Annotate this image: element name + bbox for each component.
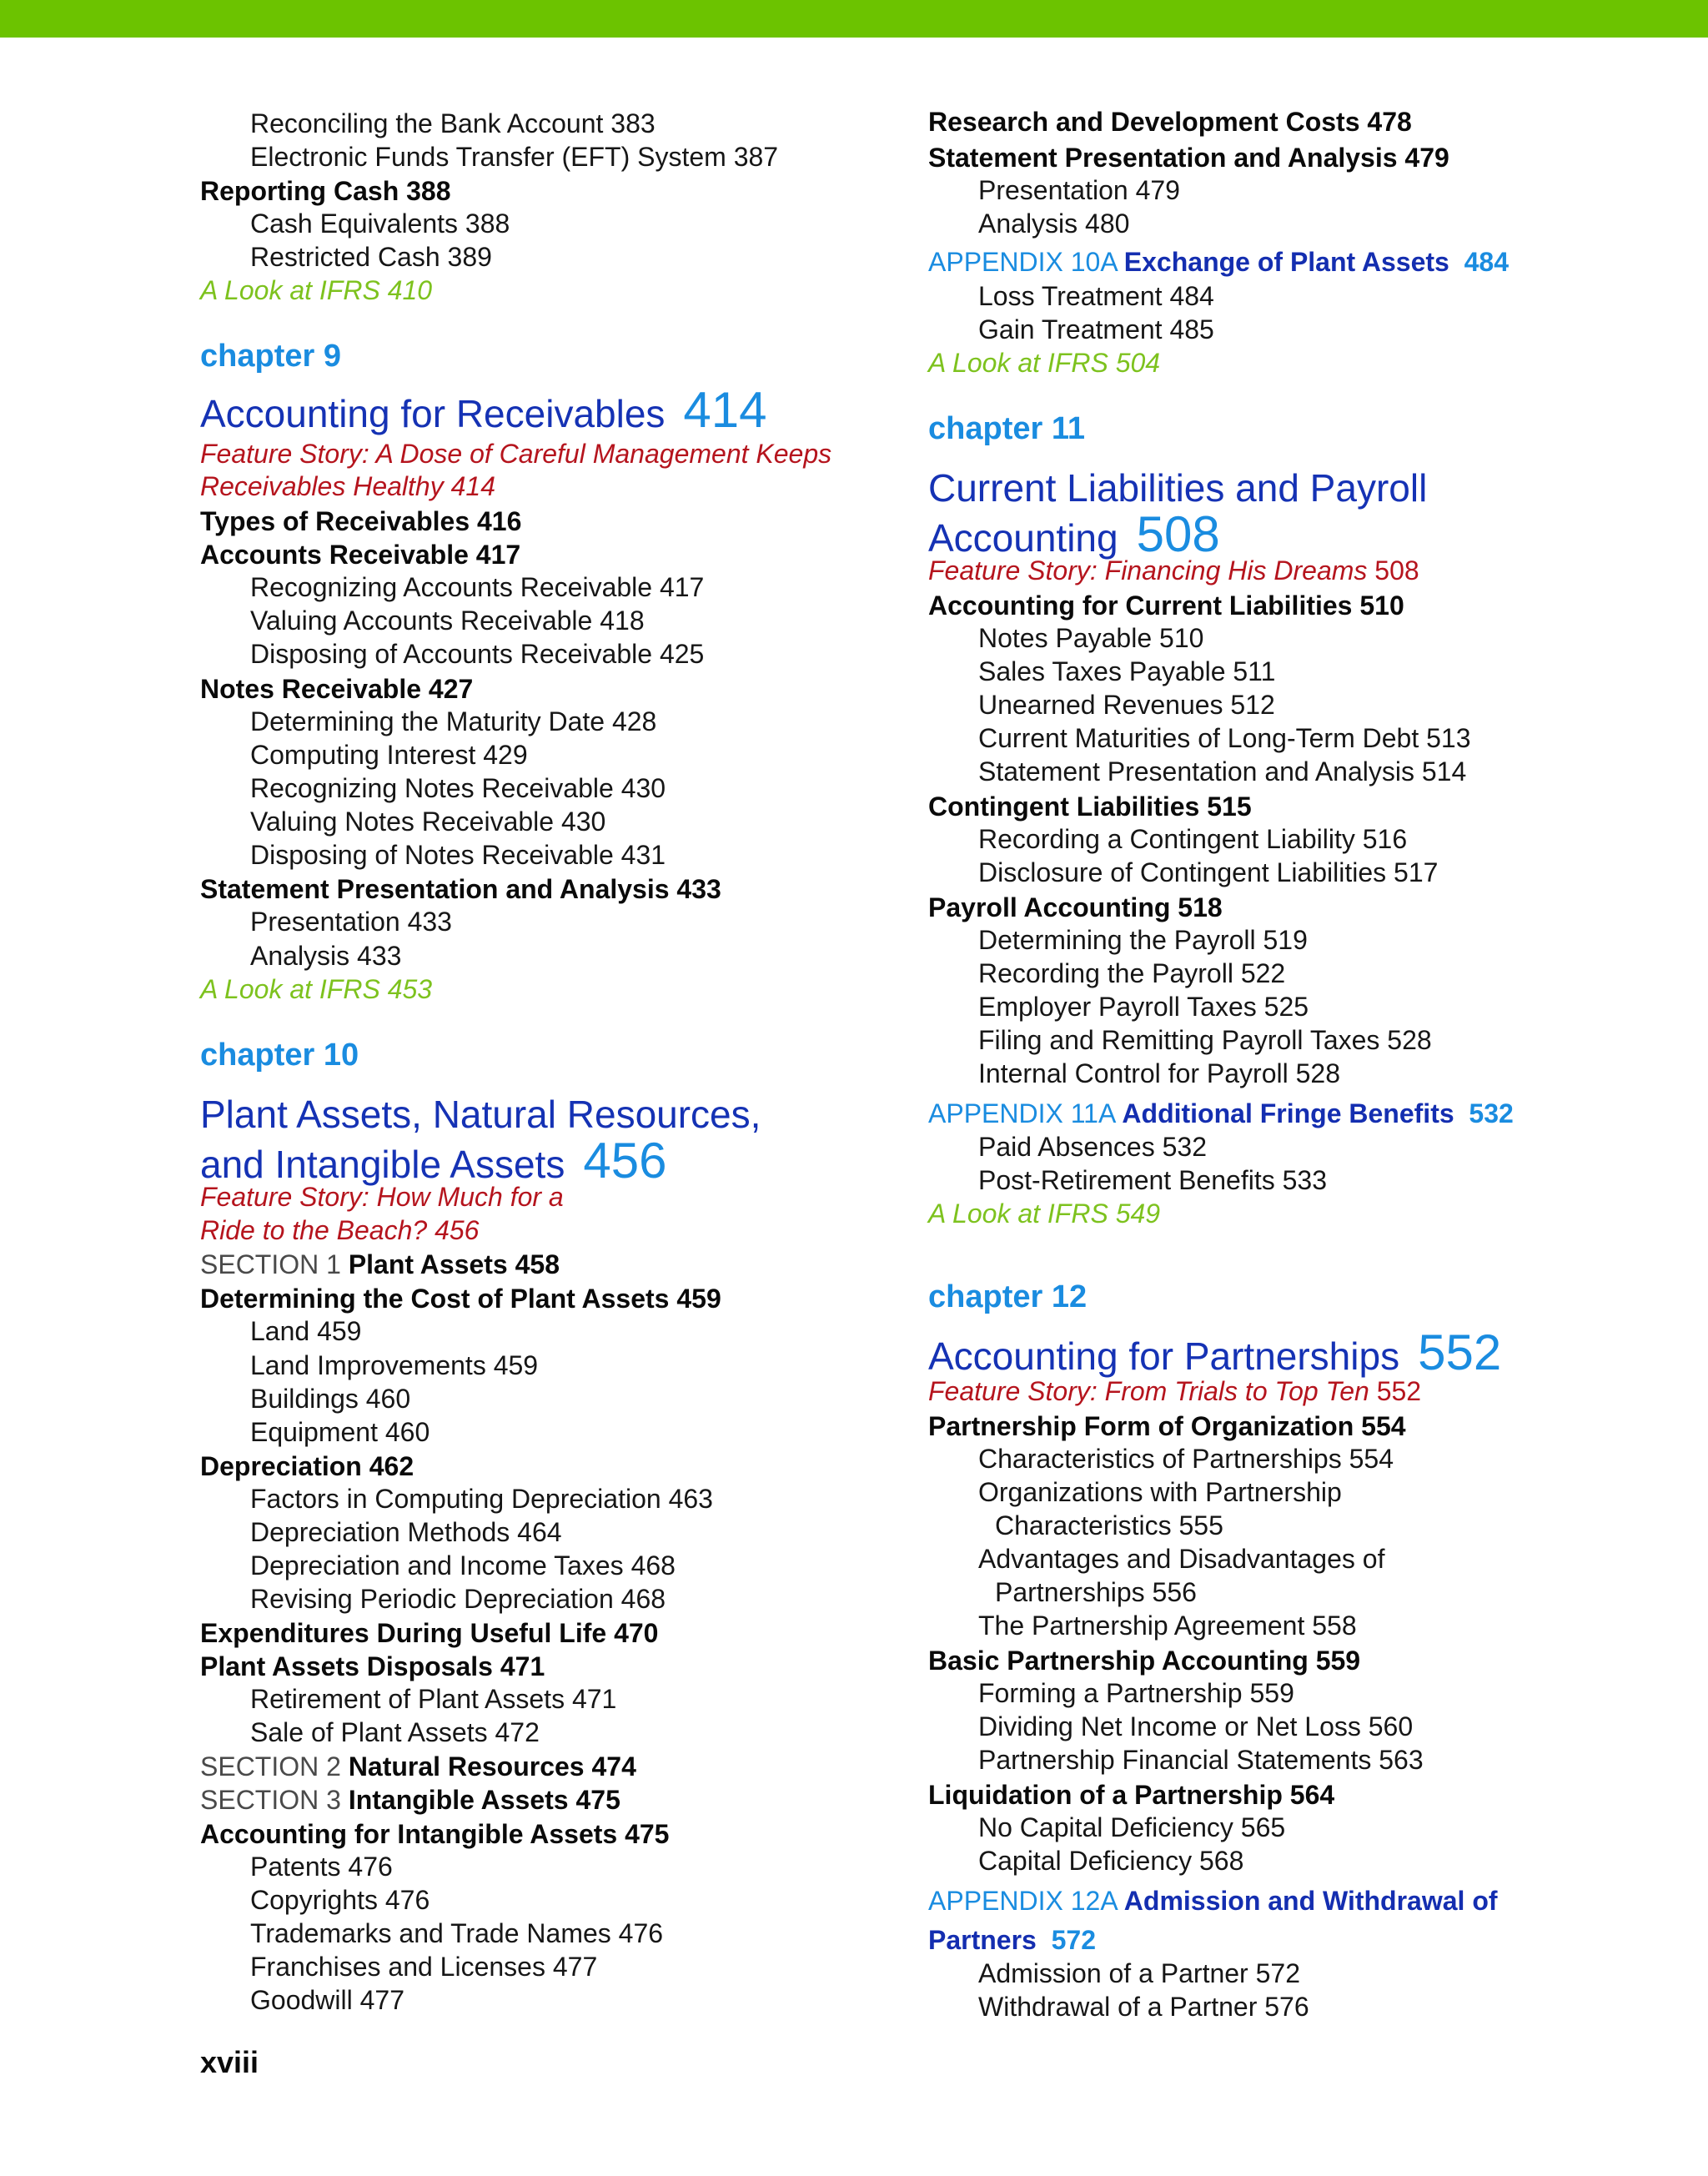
appendix-heading [928, 1927, 1096, 1953]
appendix-heading [928, 249, 1509, 275]
ifrs-link: A Look at IFRS 453 [200, 974, 433, 1004]
toc-subentry: Depreciation and Income Taxes 468 [250, 1550, 676, 1580]
chapter-title [928, 1324, 1502, 1380]
chapter-label: chapter 12 [928, 1279, 1088, 1314]
toc-heading: Notes Receivable 427 [200, 674, 474, 704]
toc-subentry: Withdrawal of a Partner 576 [978, 1992, 1309, 2022]
toc-subentry: Loss Treatment 484 [978, 281, 1214, 311]
appendix-title: Partners [928, 1925, 1037, 1955]
toc-subentry: Characteristics 555 [995, 1510, 1223, 1540]
toc-subentry: Presentation 479 [978, 175, 1180, 205]
feature-story-text: Receivables Healthy 414 [200, 471, 495, 501]
toc-subentry: Disclosure of Contingent Liabilities 517 [978, 857, 1439, 887]
toc-heading: Basic Partnership Accounting 559 [928, 1646, 1361, 1676]
toc-heading: Types of Receivables 416 [200, 506, 522, 536]
toc-subentry: Recording the Payroll 522 [978, 958, 1286, 988]
toc-subentry: Copyrights 476 [250, 1885, 430, 1915]
toc-subentry: Recognizing Notes Receivable 430 [250, 773, 666, 803]
ifrs-link: A Look at IFRS 504 [928, 348, 1161, 378]
toc-heading: Reporting Cash 388 [200, 176, 451, 206]
feature-story: Ride to the Beach? 456 [200, 1215, 480, 1245]
toc-subentry: Cash Equivalents 388 [250, 209, 510, 239]
toc-subentry: The Partnership Agreement 558 [978, 1611, 1357, 1641]
toc-subentry: Characteristics of Partnerships 554 [978, 1444, 1394, 1474]
chapter-title-text: Accounting for Receivables [200, 392, 666, 435]
toc-subentry: Retirement of Plant Assets 471 [250, 1684, 617, 1714]
toc-heading: Research and Development Costs 478 [928, 107, 1412, 137]
toc-heading: Determining the Cost of Plant Assets 459 [200, 1284, 721, 1314]
appendix-page: 572 [1051, 1925, 1097, 1955]
toc-heading: Plant Assets Disposals 471 [200, 1651, 545, 1681]
toc-subentry: Trademarks and Trade Names 476 [250, 1918, 664, 1948]
toc-subentry: Statement Presentation and Analysis 514 [978, 756, 1467, 786]
section-label: SECTION 3 [200, 1785, 341, 1815]
chapter-title-text: Accounting for Partnerships [928, 1334, 1400, 1378]
toc-subentry: Depreciation Methods 464 [250, 1517, 562, 1547]
section-heading [200, 1787, 620, 1813]
chapter-label: chapter 10 [200, 1038, 359, 1073]
section-title: Intangible Assets 475 [348, 1785, 620, 1815]
toc-subentry: Factors in Computing Depreciation 463 [250, 1484, 713, 1514]
chapter-title [200, 382, 767, 438]
toc-subentry: Paid Absences 532 [978, 1132, 1207, 1162]
toc-heading: Liquidation of a Partnership 564 [928, 1780, 1335, 1810]
feature-story [928, 1378, 1421, 1405]
ifrs-link: A Look at IFRS 549 [928, 1199, 1161, 1229]
feature-story-text: Feature Story: From Trials to Top Ten [928, 1376, 1369, 1406]
section-title: Natural Resources 474 [348, 1751, 636, 1782]
toc-heading: Partnership Form of Organization 554 [928, 1411, 1406, 1441]
top-color-bar [0, 0, 1708, 38]
appendix-heading [928, 1100, 1514, 1127]
toc-subentry: Equipment 460 [250, 1417, 430, 1447]
toc-heading: Statement Presentation and Analysis 433 [200, 874, 721, 904]
appendix-label: APPENDIX 12A [928, 1886, 1117, 1916]
toc-heading: Expenditures During Useful Life 470 [200, 1618, 659, 1648]
toc-subentry: Organizations with Partnership [978, 1477, 1342, 1507]
toc-subentry: Recognizing Accounts Receivable 417 [250, 572, 705, 602]
section-heading [200, 1753, 636, 1780]
toc-subentry: Valuing Notes Receivable 430 [250, 807, 606, 837]
toc-subentry: Unearned Revenues 512 [978, 690, 1275, 720]
toc-subentry: Partnership Financial Statements 563 [978, 1745, 1424, 1775]
chapter-start-page: 414 [683, 382, 767, 438]
toc-subentry: Internal Control for Payroll 528 [978, 1058, 1340, 1088]
appendix-page: 532 [1469, 1098, 1514, 1128]
toc-subentry: Gain Treatment 485 [978, 314, 1214, 344]
appendix-heading [928, 1887, 1498, 1914]
chapter-title-text: Accounting [928, 516, 1118, 560]
toc-subentry: Advantages and Disadvantages of [978, 1544, 1385, 1574]
feature-story: Feature Story: How Much for a [200, 1182, 564, 1212]
chapter-title: Current Liabilities and Payroll [928, 466, 1428, 510]
chapter-title [928, 506, 1220, 562]
toc-subentry: Post-Retirement Benefits 533 [978, 1165, 1327, 1195]
toc-subentry: Computing Interest 429 [250, 740, 528, 770]
toc-subentry: Presentation 433 [250, 907, 452, 937]
chapter-title-text: and Intangible Assets [200, 1143, 565, 1186]
appendix-label: APPENDIX 11A [928, 1098, 1115, 1128]
toc-heading: Accounting for Intangible Assets 475 [200, 1819, 670, 1849]
feature-story-page: 552 [1376, 1376, 1422, 1406]
toc-subentry: Disposing of Notes Receivable 431 [250, 840, 666, 870]
chapter-start-page: 456 [583, 1133, 667, 1189]
toc-subentry: Filing and Remitting Payroll Taxes 528 [978, 1025, 1432, 1055]
toc-subentry: Determining the Maturity Date 428 [250, 706, 657, 736]
toc-subentry: Sale of Plant Assets 472 [250, 1717, 540, 1747]
appendix-page: 484 [1464, 247, 1509, 277]
toc-subentry: Valuing Accounts Receivable 418 [250, 606, 645, 636]
toc-heading: Contingent Liabilities 515 [928, 792, 1252, 822]
toc-subentry: Buildings 460 [250, 1384, 411, 1414]
toc-subentry: Recording a Contingent Liability 516 [978, 824, 1408, 854]
toc-subentry: Employer Payroll Taxes 525 [978, 992, 1309, 1022]
section-title: Plant Assets 458 [348, 1249, 560, 1279]
toc-subentry: Determining the Payroll 519 [978, 925, 1308, 955]
ifrs-link: A Look at IFRS 410 [200, 275, 433, 305]
toc-subentry: Electronic Funds Transfer (EFT) System 387 [250, 142, 779, 172]
page-number: xviii [200, 2045, 259, 2079]
toc-subentry: Sales Taxes Payable 511 [978, 656, 1276, 686]
toc-subentry: Admission of a Partner 572 [978, 1958, 1300, 1988]
toc-heading: Payroll Accounting 518 [928, 892, 1223, 922]
toc-subentry: Current Maturities of Long-Term Debt 513 [978, 723, 1471, 753]
toc-subentry: Notes Payable 510 [978, 623, 1204, 653]
toc-heading: Statement Presentation and Analysis 479 [928, 143, 1449, 173]
chapter-start-page: 552 [1418, 1324, 1502, 1380]
appendix-label: APPENDIX 10A [928, 247, 1117, 277]
feature-story-text: Feature Story: Financing His Dreams [928, 555, 1368, 585]
toc-subentry: Goodwill 477 [250, 1985, 404, 2015]
toc-subentry: Partnerships 556 [995, 1577, 1197, 1607]
section-heading [200, 1251, 560, 1278]
chapter-start-page: 508 [1136, 506, 1220, 562]
section-label: SECTION 1 [200, 1249, 341, 1279]
appendix-title: Exchange of Plant Assets [1123, 247, 1449, 277]
toc-subentry: Revising Periodic Depreciation 468 [250, 1584, 666, 1614]
toc-subentry: Analysis 433 [250, 941, 402, 971]
toc-subentry: Land Improvements 459 [250, 1350, 539, 1380]
toc-subentry: Franchises and Licenses 477 [250, 1952, 598, 1982]
feature-story [200, 473, 495, 500]
toc-subentry: Disposing of Accounts Receivable 425 [250, 639, 705, 669]
toc-subentry: Restricted Cash 389 [250, 242, 492, 272]
feature-story [928, 557, 1419, 584]
appendix-title: Admission and Withdrawal of [1123, 1886, 1498, 1916]
toc-heading: Accounts Receivable 417 [200, 540, 521, 570]
toc-subentry: Analysis 480 [978, 209, 1130, 239]
chapter-title [200, 1133, 667, 1189]
toc-heading: Accounting for Current Liabilities 510 [928, 590, 1404, 621]
toc-subentry: Dividing Net Income or Net Loss 560 [978, 1711, 1414, 1741]
toc-subentry: No Capital Deficiency 565 [978, 1812, 1286, 1842]
section-label: SECTION 2 [200, 1751, 341, 1782]
toc-subentry: Capital Deficiency 568 [978, 1846, 1244, 1876]
toc-subentry: Reconciling the Bank Account 383 [250, 108, 656, 138]
chapter-label: chapter 9 [200, 339, 341, 374]
toc-heading: Depreciation 462 [200, 1451, 414, 1481]
feature-story: Feature Story: A Dose of Careful Management Keeps [200, 439, 832, 469]
toc-subentry: Patents 476 [250, 1852, 393, 1882]
toc-subentry: Land 459 [250, 1316, 362, 1346]
chapter-label: chapter 11 [928, 411, 1085, 446]
appendix-title: Additional Fringe Benefits [1122, 1098, 1454, 1128]
feature-story-page: 508 [1374, 555, 1419, 585]
chapter-title: Plant Assets, Natural Resources, [200, 1093, 761, 1136]
toc-subentry: Forming a Partnership 559 [978, 1678, 1294, 1708]
